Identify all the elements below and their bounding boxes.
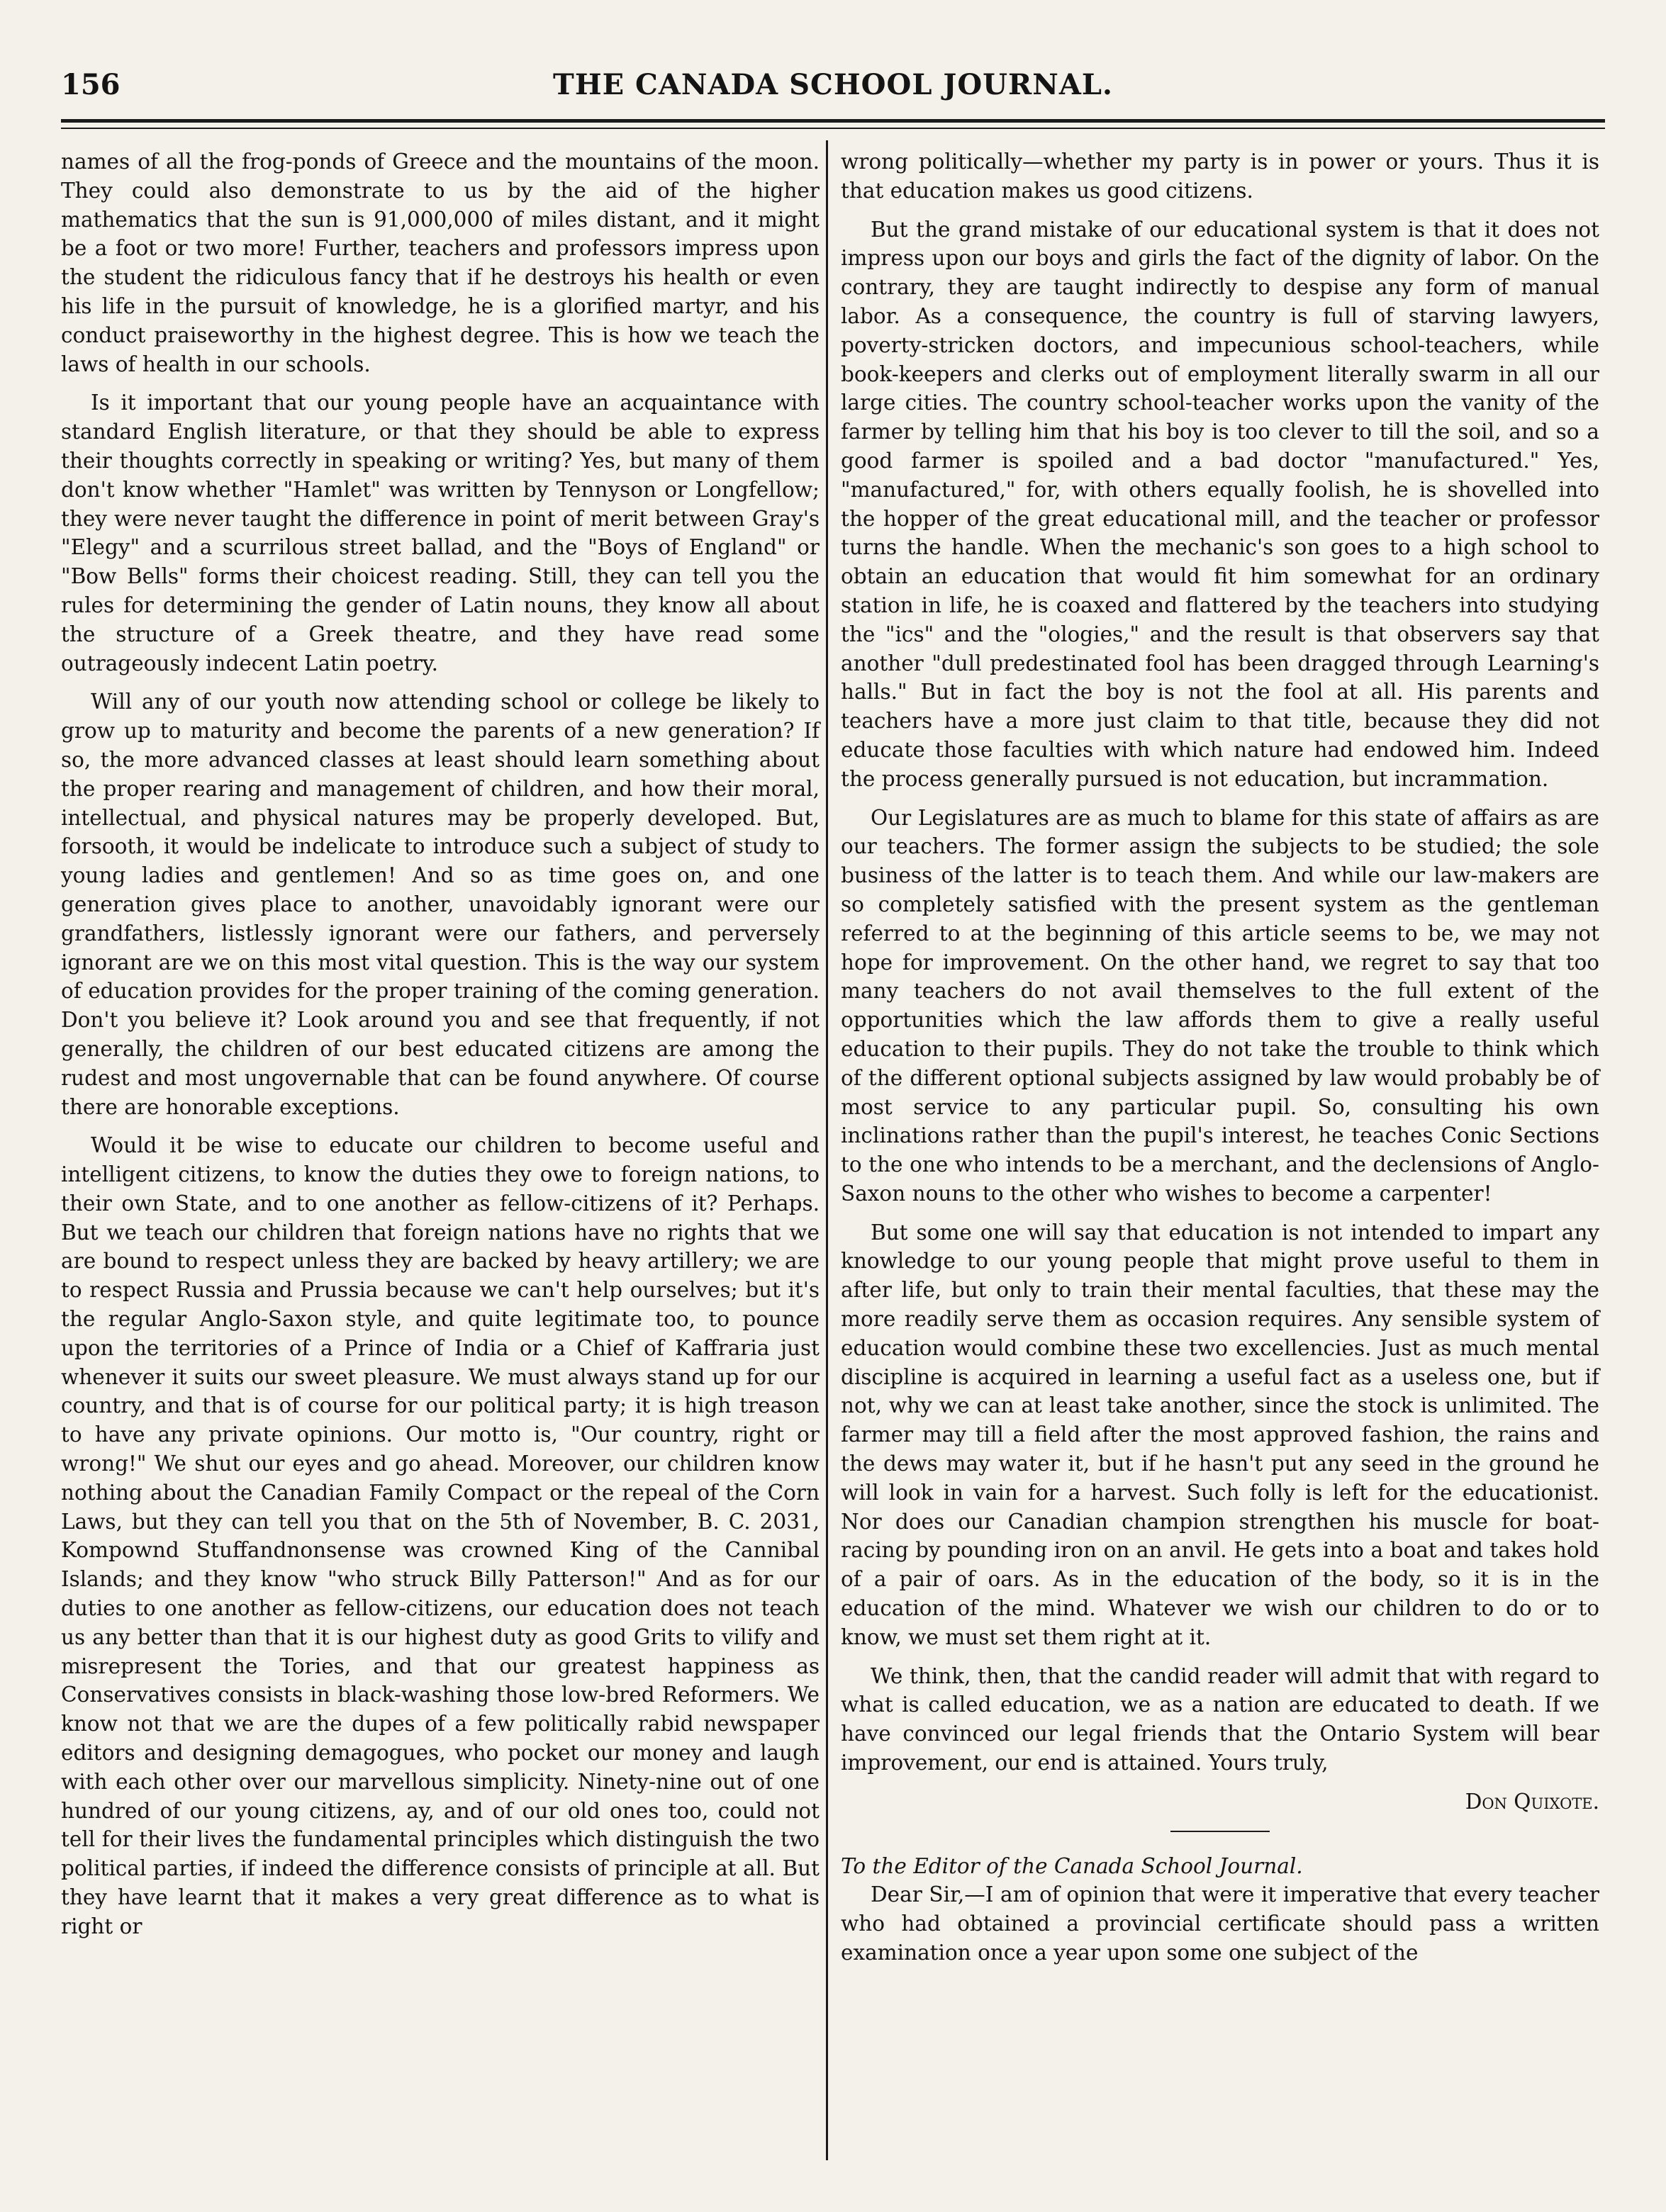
paragraph: Our Legislatures are as much to blame for this state of affairs as are our teachers. The former assign the subjects to be studied; the sole business of the latter is to teach them. And while our law-makers are so completely satisfied with the present system as the gentleman referred to at the beginning of this article seems to be, we may not hope for improvement. On the other hand, we regret to say that too many teachers do not avail themselves to the full extent of the opportunities which the law affords them to give a really useful education to their pupils. They do not take the trouble to think which of the different optional subjects assigned by law would probably be of most service to any particular pupil. So, consulting his own inclinations rather than the pupil's interest, he teaches Conic Sections to the one who intends to be a merchant, and the declensions of Anglo-Saxon nouns to the other who wishes to become a carpenter! [841,805,1599,1206]
left-column [61,147,820,1951]
column-divider [826,140,828,2160]
paragraph: names of all the frog-ponds of Greece and the mountains of the moon. They could also demonstrate to us by the aid of the higher mathematics that the sun is 91,000,000 of miles distant, and it might be a foot or two more! Further, teachers and professors impress upon the student the ridiculous fancy that if he destroys his health or even his life in the pursuit of knowledge, he is a glorified martyr, and his conduct praiseworthy in the highest degree. This is how we teach the laws of health in our schools. [61,150,820,376]
paragraph: Will any of our youth now attending school or college be likely to grow up to maturity and become the parents of a new generation? If so, the more advanced classes at least should learn something about the proper rearing and management of children, and how their moral, intellectual, and physical natures may be properly developed. But, forsooth, it would be indelicate to introduce such a subject of study to young ladies and gentlemen! And so as time goes on, and one generation gives place to another, unavoidably ignorant were our grandfathers, listlessly ignorant were our fathers, and perversely ignorant are we on this most vital question. This is the way our system of education provides for the proper training of the coming generation. Don't you believe it? Look around you and see that frequently, if not generally, the children of our best educated citizens are among the rudest and most ungovernable that can be found anywhere. Of course there are honorable exceptions. [61,690,820,1119]
right-column [841,147,1599,1977]
letter-heading: To the Editor of the Canada School Journal. [841,1853,1303,1878]
running-head-title: THE CANADA SCHOOL JOURNAL. [553,68,1113,101]
separator-rule [1170,1831,1270,1832]
page-number: 156 [61,68,121,101]
header-rule-thin [61,128,1605,129]
paragraph: Is it important that our young people have an acquaintance with standard English literature, or that they should be able to express their thoughts correctly in speaking or writing? Yes, but many of them don't know whether "Hamlet" was written by Tennyson or Longfellow; they were never taught the difference in point of merit between Gray's "Elegy" and a scurrilous street ballad, and the "Boys of England" or "Bow Bells" forms their choicest reading. Still, they can tell you the rules for determining the gender of Latin nouns, they know all about the structure of a Greek theatre, and they have read some outrageously indecent Latin poetry. [61,391,820,675]
paragraph: Would it be wise to educate our children to become useful and intelligent citizens, to know the duties they owe to foreign nations, to their own State, and to one another as fellow-citizens of it? Perhaps. But we teach our children that foreign nations have no rights that we are bound to respect unless they are backed by heavy artillery; we are to respect Russia and Prussia because we can't help ourselves; but it's the regular Anglo-Saxon style, and quite legitimate too, to pounce upon the territories of a Prince of India or a Chief of Kaffraria just whenever it suits our sweet pleasure. We must always stand up for our country, and that is of course for our political party; it is high treason to have any private opinions. Our motto is, "Our country, right or wrong!" We shut our eyes and go ahead. Moreover, our children know nothing about the Canadian Family Compact or the repeal of the Corn Laws, but they can tell you that on the 5th of November, B. C. 2031, Kompownd Stuffandnonsense was crowned King of the Cannibal Islands; and they know "who struck Billy Patterson!" And as for our duties to one another as fellow-citizens, our education does not teach us any better than that it is our highest duty as good Grits to vilify and misrepresent the Tories, and that our greatest happiness as Conservatives consists in black-washing those low-bred Reformers. We know not that we are the dupes of a few politically rabid newspaper editors and designing demagogues, who pocket our money and laugh with each other over our marvellous simplicity. Ninety-nine out of one hundred of our young citizens, ay, and of our old ones too, could not tell for their lives the fundamental principles which distinguish the two political parties, if indeed the difference consists of principle at all. But they have learnt that it makes a very great difference as to what is right or [61,1133,820,1938]
signature: Don Quixote. [1465,1789,1599,1814]
paragraph: But the grand mistake of our educational system is that it does not impress upon our boys and girls the fact of the dignity of labor. On the contrary, they are taught indirectly to despise any form of manual labor. As a consequence, the country is full of starving lawyers, poverty-stricken doctors, and impecunious school-teachers, while book-keepers and clerks out of employment literally swarm in all our large cities. The country school-teacher works upon the vanity of the farmer by telling him that his boy is too clever to till the soil, and so a good farmer is spoiled and a bad doctor "manufactured." Yes, "manufactured," for, with others equally foolish, he is shovelled into the hopper of the great educational mill, and the teacher or professor turns the handle. When the mechanic's son goes to a high school to obtain an education that would fit him somewhat for an ordinary station in life, he is coaxed and flattered by the teachers into studying the "ics" and the "ologies," and the result is that observers say that another "dull predestinated fool has been dragged through Learning's halls." But in fact the boy is not the fool at all. His parents and teachers have a more just claim to that title, because they did not educate those faculties with which nature had endowed him. Indeed the process generally pursued is not education, but incrammation. [841,217,1599,791]
header-rule-thick [61,119,1605,123]
paragraph: We think, then, that the candid reader will admit that with regard to what is called education, we as a nation are educated to death. If we have convinced our legal friends that the Ontario System will bear improvement, our end is attained. Yours truly, [841,1663,1599,1775]
paragraph: Dear Sir,—I am of opinion that were it imperative that every teacher who had obtained a provincial certificate should pass a written examination once a year upon some one subject of the [841,1882,1599,1965]
paragraph: But some one will say that education is not intended to impart any knowledge to our young people that might prove useful to them in after life, but only to train their mental faculties, that these may the more readily serve them as occasion requires. Any sensible system of education would combine these two excellencies. Just as much mental discipline is acquired in learning a useful fact as a useless one, but if not, why we can at least take another, since the stock is unlimited. The farmer may till a field after the most approved fashion, the rains and the dews may water it, but if he hasn't put any seed in the ground he will look in vain for a harvest. Such folly is left for the educationist. Nor does our Canadian champion strengthen his muscle for boat-racing by pounding iron on an anvil. He gets into a boat and takes hold of a pair of oars. As in the education of the body, so it is in the education of the mind. Whatever we wish our children to do or to know, we must set them right at it. [841,1220,1599,1649]
paragraph-continuation: wrong politically—whether my party is in power or yours. Thus it is that education makes us good citizens. [841,150,1599,203]
